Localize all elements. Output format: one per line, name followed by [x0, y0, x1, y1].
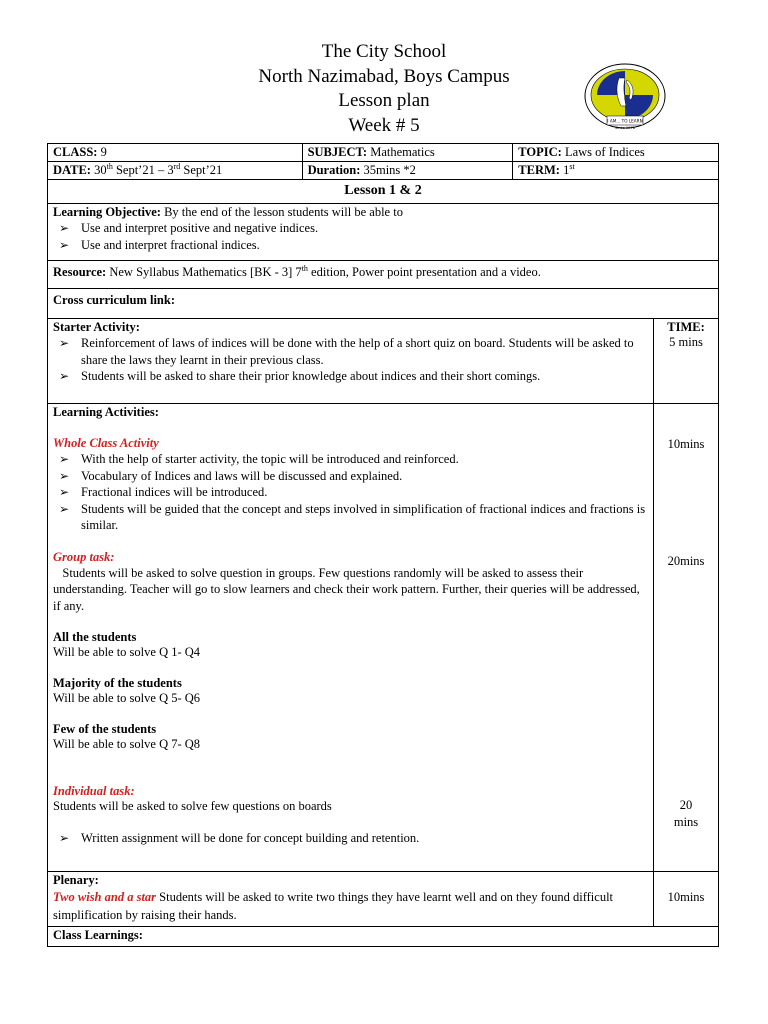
resource-row	[48, 261, 719, 289]
few-students-title: Few of the students	[53, 722, 157, 736]
document-title: Lesson plan	[338, 90, 430, 111]
starter-time: 5 mins	[669, 335, 703, 349]
plenary-time: 10mins	[654, 872, 719, 927]
info-row-1	[48, 144, 719, 162]
cross-curriculum-row	[48, 289, 719, 319]
whole-class-item: ➢ Vocabulary of Indices and laws will be discussed and explained.	[81, 468, 648, 485]
cross-curriculum-label: Cross curriculum link:	[48, 289, 719, 319]
lesson-plan-table	[47, 143, 719, 947]
learning-cell	[48, 404, 654, 872]
whole-class-item: ➢ Students will be guided that the concept and steps involved in simplification of fractional indices and fractions is similar.	[81, 501, 648, 534]
logo-since: Since 1978	[614, 126, 636, 130]
individual-task-item: ➢ Written assignment will be done for concept building and retention.	[81, 830, 648, 847]
all-students-text: Will be able to solve Q 1- Q4	[53, 645, 201, 659]
school-name: The City School	[321, 41, 447, 62]
objective-row	[48, 204, 719, 261]
time-label: TIME:	[667, 320, 705, 334]
objective-item: ➢ Use and interpret positive and negative indices.	[81, 220, 713, 237]
learning-time-cell	[654, 404, 719, 872]
school-crest-icon	[583, 62, 667, 132]
learning-row	[48, 404, 719, 872]
topic-cell: TOPIC: Laws of Indices	[513, 144, 719, 162]
plenary-row	[48, 872, 719, 927]
campus-name: North Nazimabad, Boys Campus	[258, 65, 510, 87]
class-learnings-label: Class Learnings:	[48, 927, 719, 947]
info-row-2	[48, 162, 719, 180]
objective-cell	[48, 204, 719, 261]
plenary-text: Students will be asked to write two things they have learnt well and on they found difficult simplification by raising their hands.	[53, 890, 614, 922]
duration-cell: Duration: 35mins *2	[302, 162, 513, 180]
plenary-cell	[48, 872, 654, 927]
group-task-text: Students will be asked to solve question in groups. Few questions randomly will be asked to assess their understanding. Teacher will go to slow learners and check their work pattern. Further, their queries will be addressed, if any.	[53, 565, 643, 613]
starter-time-cell	[654, 319, 719, 404]
majority-students-title: Majority of the students	[53, 676, 182, 690]
group-task-time: 20mins	[667, 554, 705, 568]
starter-row	[48, 319, 719, 404]
majority-students-text: Will be able to solve Q 5- Q6	[53, 691, 201, 705]
class-learnings-row	[48, 927, 719, 947]
objective-item: ➢ Use and interpret fractional indices.	[81, 237, 713, 254]
group-task-title: Group task:	[53, 549, 115, 564]
starter-cell	[48, 319, 654, 404]
lesson-title-row	[48, 180, 719, 204]
whole-class-item: ➢ Fractional indices will be introduced.	[81, 484, 648, 501]
plenary-highlight: Two wish and a star	[53, 890, 157, 904]
whole-class-title: Whole Class Activity	[53, 436, 159, 450]
starter-item: ➢ Students will be asked to share their prior knowledge about indices and their short comings.	[81, 368, 648, 385]
few-students-text: Will be able to solve Q 7- Q8	[53, 737, 201, 751]
individual-task-title: Individual task:	[53, 784, 135, 798]
learning-label: Learning Activities:	[53, 405, 159, 419]
objective-label: Learning Objective:	[53, 205, 161, 219]
whole-class-time: 10mins	[667, 437, 705, 451]
individual-task-time-2: mins	[673, 815, 699, 829]
logo-motto: I AM... TO LEARN	[607, 118, 643, 124]
individual-task-time-1: 20	[679, 798, 693, 812]
term-cell: TERM: 1st	[513, 162, 719, 180]
all-students-title: All the students	[53, 630, 137, 644]
week-number: Week # 5	[348, 114, 420, 136]
individual-task-text: Students will be asked to solve few questions on boards	[53, 799, 332, 813]
resource-cell: Resource: New Syllabus Mathematics [BK - 3] 7th edition, Power point presentation and a video.	[48, 261, 719, 289]
class-cell: CLASS: 9	[48, 144, 303, 162]
subject-cell: SUBJECT: Mathematics	[302, 144, 513, 162]
lesson-title: Lesson 1 & 2	[48, 180, 719, 204]
objective-text: By the end of the lesson students will be able to	[160, 205, 403, 219]
starter-item: ➢ Reinforcement of laws of indices will be done with the help of a short quiz on board. Students will be asked to share the laws they learnt in their previous class.	[81, 335, 648, 368]
date-cell: DATE: 30th Sept’21 – 3rd Sept’21	[48, 162, 303, 180]
starter-label: Starter Activity:	[53, 320, 140, 334]
plenary-label: Plenary:	[53, 873, 99, 887]
whole-class-item: ➢ With the help of starter activity, the topic will be introduced and reinforced.	[81, 451, 648, 468]
